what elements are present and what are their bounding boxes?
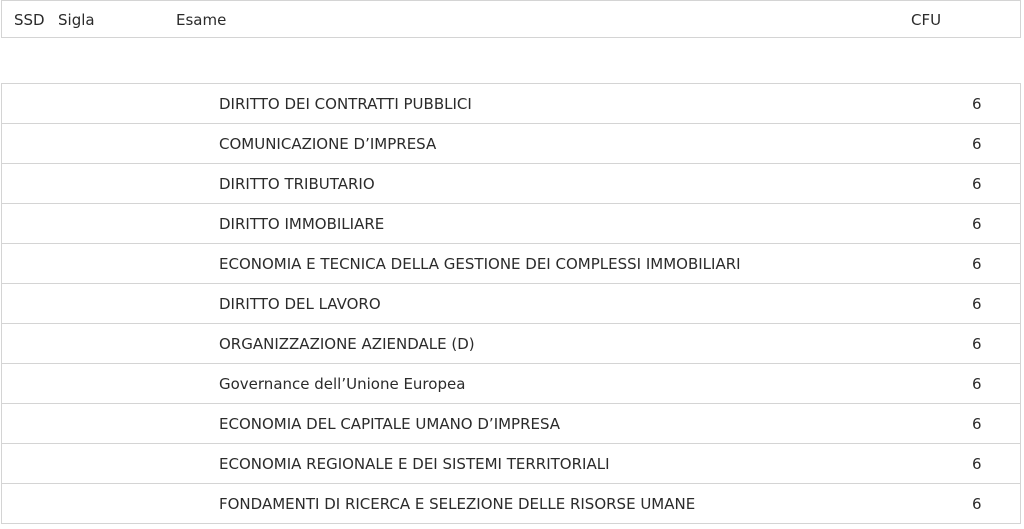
exam-name: DIRITTO DEL LAVORO bbox=[219, 295, 381, 313]
table-header bbox=[1, 0, 1021, 38]
exam-cfu: 6 bbox=[972, 335, 982, 353]
exam-cfu: 6 bbox=[972, 375, 982, 393]
exam-table-body bbox=[1, 83, 1021, 524]
table-row bbox=[2, 444, 1020, 484]
table-row bbox=[2, 204, 1020, 244]
exam-cfu: 6 bbox=[972, 455, 982, 473]
table-row bbox=[2, 484, 1020, 524]
exam-name: ECONOMIA REGIONALE E DEI SISTEMI TERRITORIALI bbox=[219, 455, 610, 473]
column-header-sigla: Sigla bbox=[58, 11, 95, 29]
exam-name: ECONOMIA E TECNICA DELLA GESTIONE DEI COMPLESSI IMMOBILIARI bbox=[219, 255, 741, 273]
exam-name: DIRITTO DEI CONTRATTI PUBBLICI bbox=[219, 95, 472, 113]
column-header-esame: Esame bbox=[176, 11, 227, 29]
column-header-cfu: CFU bbox=[911, 11, 942, 29]
exam-name: DIRITTO IMMOBILIARE bbox=[219, 215, 385, 233]
exam-cfu: 6 bbox=[972, 95, 982, 113]
exam-name: ORGANIZZAZIONE AZIENDALE (D) bbox=[219, 335, 475, 353]
table-row bbox=[2, 84, 1020, 124]
exam-name: DIRITTO TRIBUTARIO bbox=[219, 175, 375, 193]
exam-name: ECONOMIA DEL CAPITALE UMANO D’IMPRESA bbox=[219, 415, 561, 433]
exam-name: Governance dell’Unione Europea bbox=[219, 375, 466, 393]
table-row bbox=[2, 124, 1020, 164]
exam-cfu: 6 bbox=[972, 495, 982, 513]
column-header-ssd: SSD bbox=[14, 11, 45, 29]
exam-cfu: 6 bbox=[972, 135, 982, 153]
exam-cfu: 6 bbox=[972, 255, 982, 273]
table-row bbox=[2, 404, 1020, 444]
exam-cfu: 6 bbox=[972, 415, 982, 433]
table-row bbox=[2, 324, 1020, 364]
table-row bbox=[2, 164, 1020, 204]
table-row bbox=[2, 364, 1020, 404]
table-row bbox=[2, 284, 1020, 324]
exam-name: COMUNICAZIONE D’IMPRESA bbox=[219, 135, 437, 153]
exam-name: FONDAMENTI DI RICERCA E SELEZIONE DELLE RISORSE UMANE bbox=[219, 495, 696, 513]
table-row bbox=[2, 244, 1020, 284]
exam-cfu: 6 bbox=[972, 215, 982, 233]
exam-cfu: 6 bbox=[972, 175, 982, 193]
exam-cfu: 6 bbox=[972, 295, 982, 313]
